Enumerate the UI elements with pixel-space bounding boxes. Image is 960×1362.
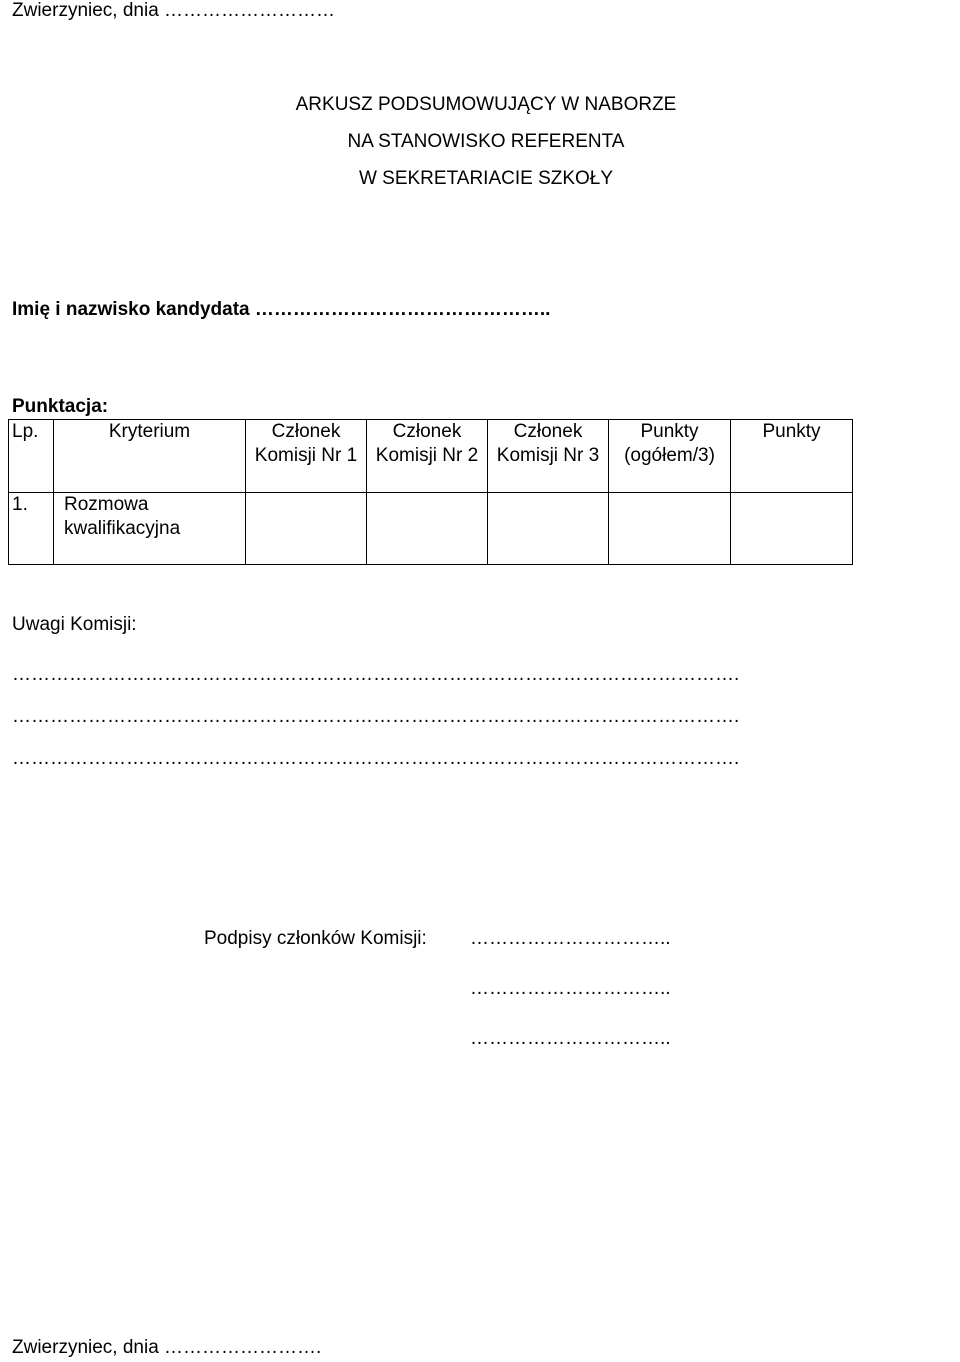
cell-points (731, 493, 853, 565)
column-header-total: Punkty (ogółem/3) (609, 420, 731, 493)
column-header-lp: Lp. (9, 420, 54, 493)
remarks-line-2: ……………………………………………………………………………………………………. (12, 706, 740, 727)
remarks-line-3: ……………………………………………………………………………………………………. (12, 748, 740, 769)
date-line-bottom: Zwierzyniec, dnia ……………………. (12, 1337, 322, 1358)
scoring-table (8, 419, 853, 565)
column-header-member-3: Członek Komisji Nr 3 (488, 420, 609, 493)
candidate-name-field: Imię i nazwisko kandydata ……………………………………….. (12, 299, 551, 320)
cell-member-1 (246, 493, 367, 565)
document-title-line-2: NA STANOWISKO REFERENTA (347, 131, 625, 152)
column-header-points: Punkty (731, 420, 853, 493)
column-header-member-2: Członek Komisji Nr 2 (367, 420, 488, 493)
scoring-heading: Punktacja: (12, 396, 109, 417)
document-title-line-3: W SEKRETARIACIE SZKOŁY (358, 168, 614, 189)
signatures-label: Podpisy członków Komisji: (204, 928, 427, 949)
date-line-top: Zwierzyniec, dnia ……………………… (12, 0, 336, 21)
cell-total (609, 493, 731, 565)
table-row (9, 493, 853, 565)
signature-line-3: ………………………….. (470, 1028, 671, 1049)
remarks-line-1: ……………………………………………………………………………………………………. (12, 664, 740, 685)
cell-criterion: Rozmowa kwalifikacyjna (54, 493, 246, 565)
table-header-row (9, 420, 853, 493)
cell-member-3 (488, 493, 609, 565)
signature-line-1: ………………………….. (470, 928, 671, 949)
document-title-line-1: ARKUSZ PODSUMOWUJĄCY W NABORZE (295, 94, 677, 115)
signature-line-2: ………………………….. (470, 978, 671, 999)
column-header-criterion: Kryterium (54, 420, 246, 493)
remarks-label: Uwagi Komisji: (12, 614, 137, 635)
cell-lp: 1. (9, 493, 54, 565)
cell-member-2 (367, 493, 488, 565)
column-header-member-1: Członek Komisji Nr 1 (246, 420, 367, 493)
